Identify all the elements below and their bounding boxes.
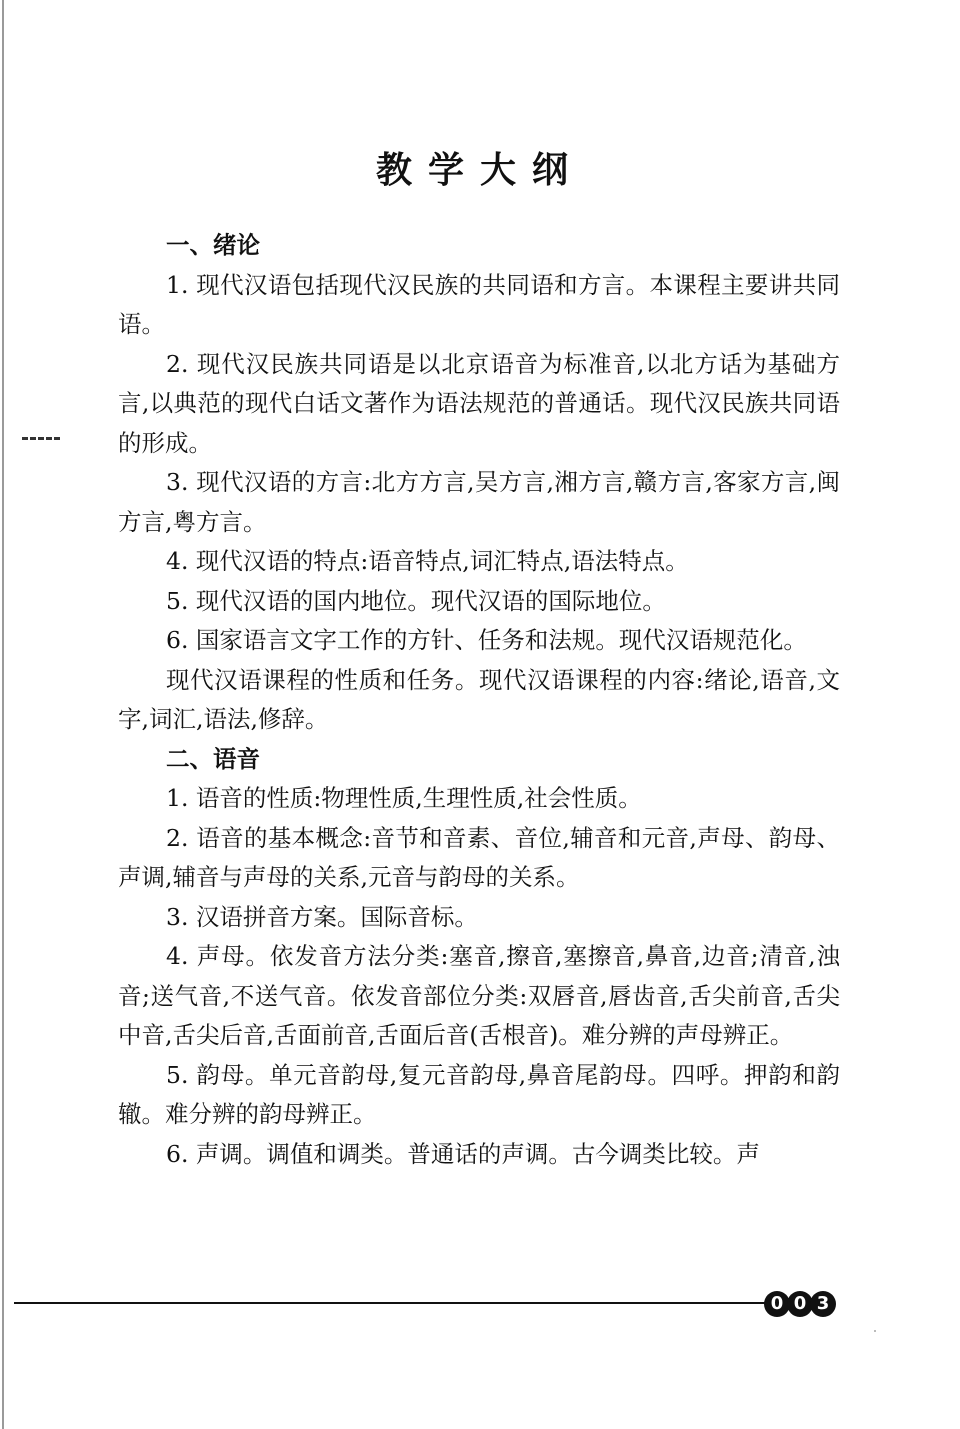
outline-body — [118, 226, 840, 1174]
page-number — [764, 1291, 833, 1317]
page-number-digit: 0 — [787, 1291, 813, 1317]
paragraph: 3. 现代汉语的方言:北方方言,吴方言,湘方言,赣方言,客家方言,闽方言,粤方言。 — [118, 468, 840, 536]
section-heading: 一、绪论 — [166, 231, 260, 259]
paragraph: 1. 语音的性质:物理性质,生理性质,社会性质。 — [166, 784, 642, 812]
margin-mark — [22, 437, 60, 444]
paragraph: 4. 声母。依发音方法分类:塞音,擦音,塞擦音,鼻音,边音;清音,浊音;送气音,不送气音。依发音部位分类:双唇音,唇齿音,舌尖前音,舌尖中音,舌尖后音,舌面前音,舌面后音(舌根音)。难分辨的声母辨正。 — [118, 942, 840, 1049]
paragraph: 1. 现代汉语包括现代汉民族的共同语和方言。本课程主要讲共同语。 — [118, 270, 840, 338]
scan-speck — [874, 1330, 876, 1332]
paragraph: 现代汉语课程的性质和任务。现代汉语课程的内容:绪论,语音,文字,词汇,语法,修辞。 — [118, 665, 840, 733]
footer-rule — [14, 1302, 766, 1304]
page-title: 教学大纲 — [375, 149, 584, 191]
paragraph: 6. 声调。调值和调类。普通话的声调。古今调类比较。声 — [166, 1139, 760, 1168]
page-number-digit: 3 — [810, 1291, 836, 1317]
paragraph: 4. 现代汉语的特点:语音特点,词汇特点,语法特点。 — [166, 547, 689, 575]
paragraph: 3. 汉语拼音方案。国际音标。 — [166, 902, 478, 931]
paragraph: 6. 国家语言文字工作的方针、任务和法规。现代汉语规范化。 — [166, 626, 807, 654]
paragraph: 2. 语音的基本概念:音节和音素、音位,辅音和元音,声母、韵母、声调,辅音与声母的关系,元音与韵母的关系。 — [118, 823, 840, 891]
page-left-edge — [2, 0, 4, 1429]
paragraph: 5. 韵母。单元音韵母,复元音韵母,鼻音尾韵母。四呼。押韵和韵辙。难分辨的韵母辨正。 — [118, 1060, 840, 1128]
page-number-digit: 0 — [764, 1291, 790, 1317]
paragraph: 5. 现代汉语的国内地位。现代汉语的国际地位。 — [166, 586, 666, 615]
paragraph: 2. 现代汉民族共同语是以北京语音为标准音,以北方话为基础方言,以典范的现代白话文著作为语法规范的普通话。现代汉民族共同语的形成。 — [118, 349, 840, 457]
section-heading: 二、语音 — [166, 744, 260, 773]
